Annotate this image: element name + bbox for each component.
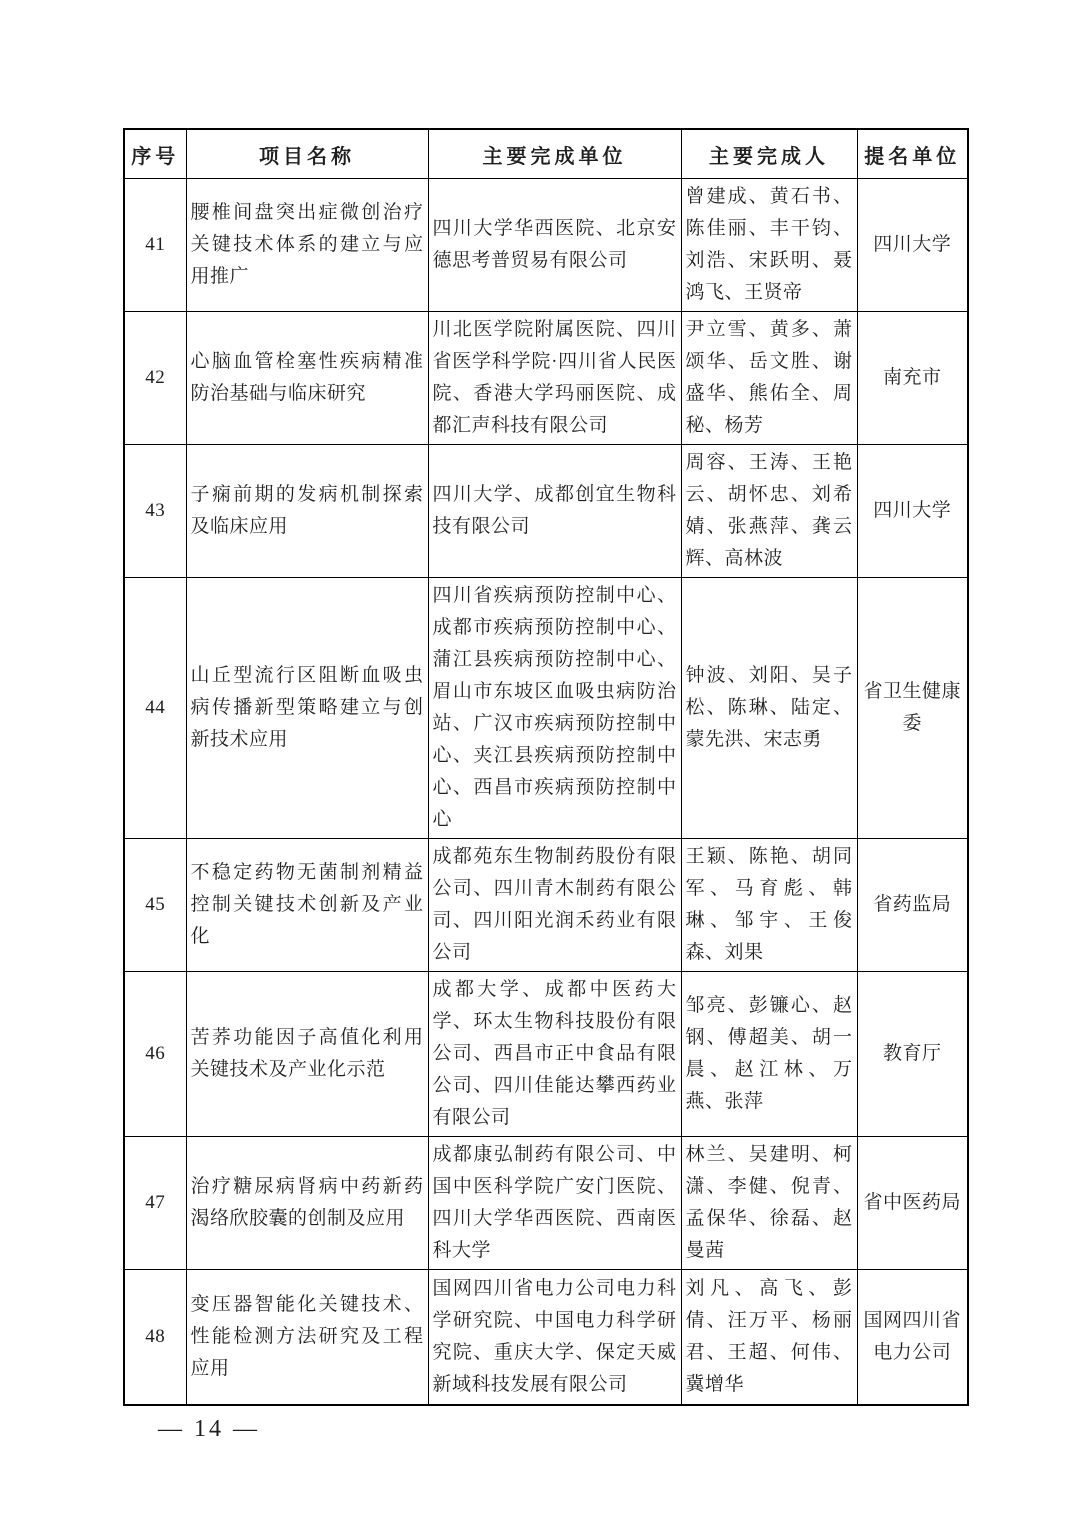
cell-nominator: 省中医药局 xyxy=(857,1137,968,1270)
table-header-row xyxy=(124,129,968,179)
cell-project: 变压器智能化关键技术、性能检测方法研究及工程应用 xyxy=(186,1270,428,1405)
cell-people: 王颖、陈艳、胡同军、马育彪、韩琳、邹宇、王俊森、刘果 xyxy=(681,839,857,972)
cell-people: 尹立雪、黄多、萧颂华、岳文胜、谢盛华、熊佑全、周秘、杨芳 xyxy=(681,312,857,445)
table-row xyxy=(124,179,968,312)
col-header-people: 主要完成人 xyxy=(681,129,857,179)
cell-nominator: 省药监局 xyxy=(857,839,968,972)
cell-no: 41 xyxy=(124,179,186,312)
cell-people: 林兰、吴建明、柯潇、李健、倪青、孟保华、徐磊、赵曼茜 xyxy=(681,1137,857,1270)
cell-no: 43 xyxy=(124,445,186,578)
cell-nominator: 国网四川省电力公司 xyxy=(857,1270,968,1405)
table-row xyxy=(124,312,968,445)
cell-units: 四川大学华西医院、北京安德思考普贸易有限公司 xyxy=(428,179,681,312)
table-row xyxy=(124,578,968,839)
cell-units: 国网四川省电力公司电力科学研究院、中国电力科学研究院、重庆大学、保定天威新域科技发展有限公司 xyxy=(428,1270,681,1405)
cell-project: 山丘型流行区阻断血吸虫病传播新型策略建立与创新技术应用 xyxy=(186,578,428,839)
cell-project: 子痫前期的发病机制探索及临床应用 xyxy=(186,445,428,578)
cell-units: 四川大学、成都创宜生物科技有限公司 xyxy=(428,445,681,578)
col-header-no: 序号 xyxy=(124,129,186,179)
cell-units: 川北医学院附属医院、四川省医学科学院·四川省人民医院、香港大学玛丽医院、成都汇声科技有限公司 xyxy=(428,312,681,445)
col-header-project: 项目名称 xyxy=(186,129,428,179)
cell-nominator: 省卫生健康委 xyxy=(857,578,968,839)
cell-units: 成都大学、成都中医药大学、环太生物科技股份有限公司、西昌市正中食品有限公司、四川佳能达攀西药业有限公司 xyxy=(428,972,681,1137)
cell-people: 邹亮、彭镰心、赵钢、傅超美、胡一晨、赵江林、万燕、张萍 xyxy=(681,972,857,1137)
awards-table xyxy=(123,128,969,1406)
cell-nominator: 四川大学 xyxy=(857,445,968,578)
table-row xyxy=(124,839,968,972)
cell-nominator: 教育厅 xyxy=(857,972,968,1137)
cell-no: 47 xyxy=(124,1137,186,1270)
table-row xyxy=(124,1137,968,1270)
cell-project: 治疗糖尿病肾病中药新药渴络欣胶囊的创制及应用 xyxy=(186,1137,428,1270)
cell-units: 四川省疾病预防控制中心、成都市疾病预防控制中心、蒲江县疾病预防控制中心、眉山市东坡区血吸虫病防治站、广汉市疾病预防控制中心、夹江县疾病预防控制中心、西昌市疾病预防控制中心 xyxy=(428,578,681,839)
cell-no: 46 xyxy=(124,972,186,1137)
cell-project: 不稳定药物无菌制剂精益控制关键技术创新及产业化 xyxy=(186,839,428,972)
cell-units: 成都苑东生物制药股份有限公司、四川青木制药有限公司、四川阳光润禾药业有限公司 xyxy=(428,839,681,972)
table-row xyxy=(124,445,968,578)
cell-units: 成都康弘制药有限公司、中国中医科学院广安门医院、四川大学华西医院、西南医科大学 xyxy=(428,1137,681,1270)
cell-people: 曾建成、黄石书、陈佳丽、丰干钧、刘浩、宋跃明、聂鸿飞、王贤帝 xyxy=(681,179,857,312)
cell-people: 钟波、刘阳、吴子松、陈琳、陆定、蒙先洪、宋志勇 xyxy=(681,578,857,839)
col-header-units: 主要完成单位 xyxy=(428,129,681,179)
col-header-nominator: 提名单位 xyxy=(857,129,968,179)
page-number: — 14 — xyxy=(158,1416,260,1442)
cell-no: 48 xyxy=(124,1270,186,1405)
cell-project: 苦荞功能因子高值化利用关键技术及产业化示范 xyxy=(186,972,428,1137)
table-row xyxy=(124,1270,968,1405)
table-row xyxy=(124,972,968,1137)
cell-project: 腰椎间盘突出症微创治疗关键技术体系的建立与应用推广 xyxy=(186,179,428,312)
cell-no: 45 xyxy=(124,839,186,972)
cell-no: 44 xyxy=(124,578,186,839)
cell-people: 周容、王涛、王艳云、胡怀忠、刘希婧、张燕萍、龚云辉、高林波 xyxy=(681,445,857,578)
cell-people: 刘凡、高飞、彭倩、汪万平、杨丽君、王超、何伟、冀增华 xyxy=(681,1270,857,1405)
cell-project: 心脑血管栓塞性疾病精准防治基础与临床研究 xyxy=(186,312,428,445)
cell-nominator: 南充市 xyxy=(857,312,968,445)
cell-no: 42 xyxy=(124,312,186,445)
cell-nominator: 四川大学 xyxy=(857,179,968,312)
